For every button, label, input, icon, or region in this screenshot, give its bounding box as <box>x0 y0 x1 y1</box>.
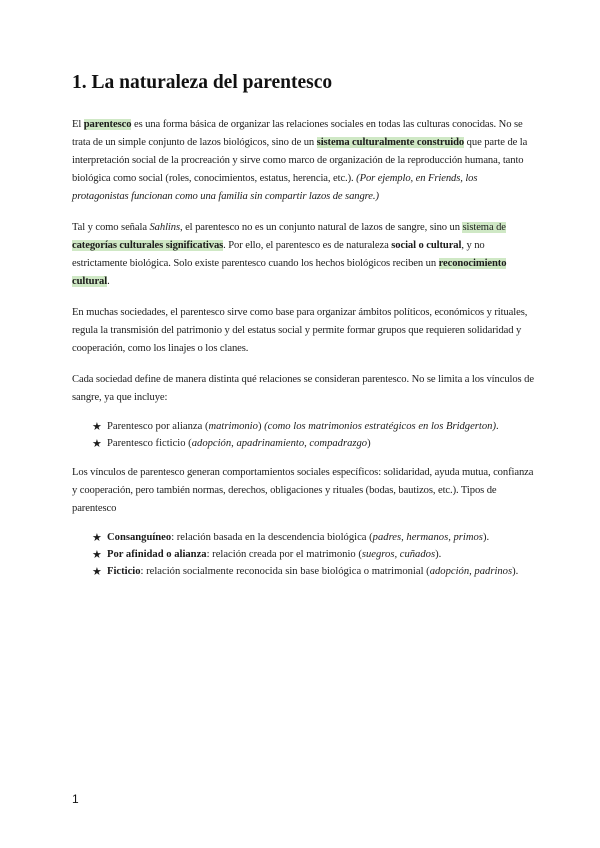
section-heading: 1. La naturaleza del parentesco <box>72 72 333 93</box>
author-sahlins: Sahlins <box>149 222 180 233</box>
star-icon: ★ <box>92 531 102 544</box>
page-content <box>72 72 534 592</box>
highlight-sistema-construido: sistema culturalmente construido <box>316 137 465 148</box>
text-run: es una forma básica de organizar las relaciones sociales en todas las culturas conocidas. No se trata de un simple conjunto de lazos biológicos, sino de un <box>72 119 523 148</box>
text-run: , el parentesco no es un conjunto natural de lazos de sangre, sino un <box>179 222 463 233</box>
term-afinidad: Por afinidad o alianza <box>107 549 207 560</box>
star-icon: ★ <box>92 420 102 433</box>
star-icon: ★ <box>92 548 102 561</box>
paragraph-functions: En muchas sociedades, el parentesco sirve como base para organizar ámbitos políticos, económicos y rituales, regula la transmisión del patrimonio y del estatus social y permite formar grupos que requieren solidaridad y cooperación, como los linajes o los clanes. <box>72 307 528 354</box>
page-number: 1 <box>72 792 79 806</box>
italic-term: adopción, apadrinamiento, compadrazgo <box>191 438 368 449</box>
text-run: ). <box>512 566 519 577</box>
example-bridgerton: (como los matrimonios estratégicos en los Bridgerton) <box>264 421 496 432</box>
highlight-categorias: categorías culturales significativas <box>72 240 224 251</box>
paragraph-definition <box>72 116 534 206</box>
text-run: ). <box>435 549 442 560</box>
italic-term: adopción, padrinos <box>429 566 513 577</box>
text-run: . Por ello, el parentesco es de naturaleza <box>223 240 392 251</box>
paragraph-behaviors: Los vínculos de parentesco generan comportamientos sociales específicos: solidaridad, ayuda mutua, confianza y cooperación, pero también normas, derechos, obligaciones y rituales (bodas, bautizos, etc.). Tipos de parentesco <box>72 467 534 514</box>
list-item <box>92 546 534 563</box>
text-run: El <box>72 119 84 130</box>
star-icon: ★ <box>92 565 102 578</box>
highlight-parentesco: parentesco <box>83 119 132 130</box>
text-run: . <box>107 276 110 287</box>
text-run: : relación creada por el matrimonio ( <box>206 549 362 560</box>
term-ficticio: Ficticio <box>107 566 141 577</box>
text-run: que parte de la interpretación social de la procreación y sirve como marco de organización de la reproducción humana, tanto biológica como social (roles, conocimientos, estatus, herencia, etc.). <box>72 137 528 184</box>
term-consanguineo: Consanguíneo <box>107 532 172 543</box>
list-kinship-kinds <box>72 418 534 452</box>
list-kinship-types <box>72 529 534 580</box>
text-run: Tal y como señala <box>72 222 150 233</box>
list-item <box>92 418 534 435</box>
italic-term: padres, hermanos, primos <box>372 532 483 543</box>
italic-term: suegros, cuñados <box>361 549 436 560</box>
text-run: , y no estrictamente biológica. Solo existe parentesco cuando los hechos biológicos reciben un <box>72 240 485 269</box>
highlight-reconocimiento: reconocimiento cultural <box>72 258 507 287</box>
paragraph-definition-varies: Cada sociedad define de manera distinta qué relaciones se consideran parentesco. No se limita a los vínculos de sangre, ya que incluye: <box>72 374 534 403</box>
list-item <box>92 563 534 580</box>
text-run: Parentesco ficticio ( <box>107 438 192 449</box>
text-run: : relación basada en la descendencia biológica ( <box>171 532 373 543</box>
text-run: ) <box>257 421 265 432</box>
text-run: . <box>496 421 499 432</box>
highlight-sistema-de: sistema de <box>462 222 506 233</box>
text-run: ). <box>482 532 490 543</box>
text-run: Parentesco por alianza ( <box>107 421 209 432</box>
list-item <box>92 435 534 452</box>
example-friends: (Por ejemplo, en Friends, los protagonistas funcionan como una familia sin compartir lazos de sangre.) <box>72 173 478 202</box>
text-run: : relación socialmente reconocida sin base biológica o matrimonial ( <box>140 566 430 577</box>
bold-social-cultural: social o cultural <box>391 240 462 251</box>
text-run: ) <box>367 438 371 449</box>
italic-term: matrimonio <box>208 421 258 432</box>
paragraph-sahlins <box>72 219 534 291</box>
list-item <box>92 529 534 546</box>
star-icon: ★ <box>92 437 102 450</box>
